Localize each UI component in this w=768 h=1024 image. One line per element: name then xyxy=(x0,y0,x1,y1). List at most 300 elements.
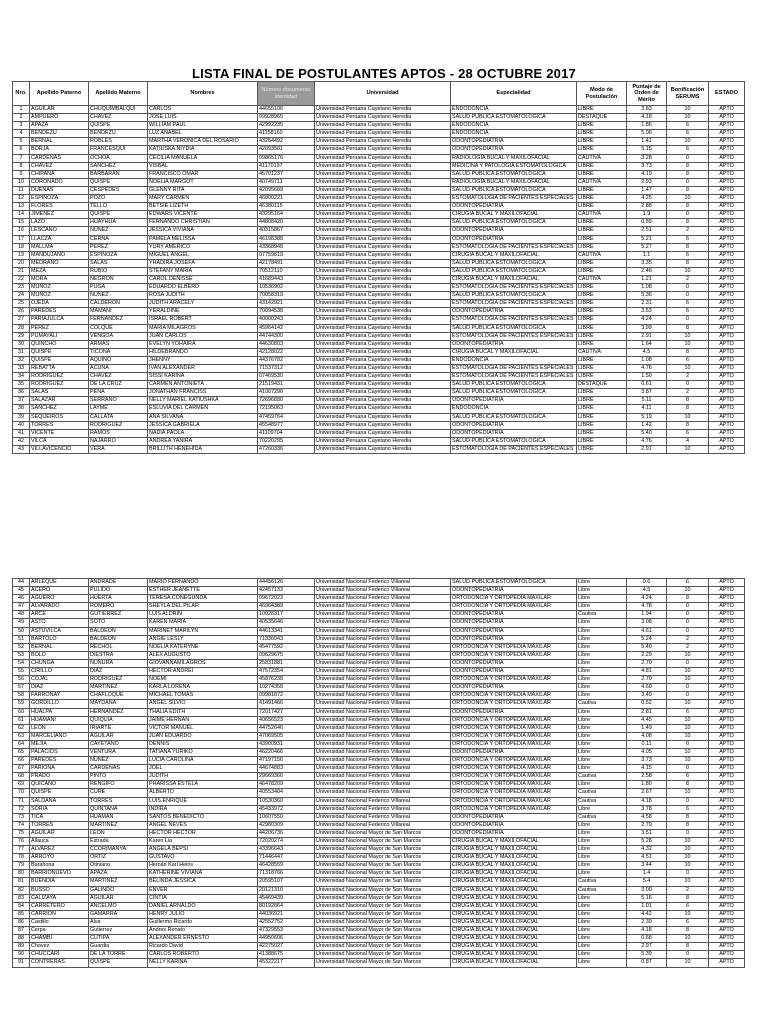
cell-documento: 42980309 xyxy=(258,821,315,829)
cell-modo-postulacion: Libre xyxy=(577,635,627,643)
cell-puntaje: 2.67 xyxy=(627,789,667,797)
cell-especialidad: ORTODONCIA Y ORTOPEDIA MAXILAR xyxy=(451,700,577,708)
cell-nombres: EVELYN YOHAIRA xyxy=(148,340,258,348)
cell-nro: 10 xyxy=(13,178,30,186)
cell-modo-postulacion: CAUTIVA xyxy=(577,178,627,186)
cell-nro: 28 xyxy=(13,324,30,332)
cell-universidad: Universidad Peruana Cayetano Heredia xyxy=(315,106,451,114)
cell-estado: APTO xyxy=(709,886,745,894)
cell-bonificacion-serums: 8 xyxy=(667,219,709,227)
table-row xyxy=(13,421,745,429)
cell-documento: 47572354 xyxy=(258,668,315,676)
cell-especialidad: ODONTOPEDIATRIA xyxy=(451,429,577,437)
cell-estado: APTO xyxy=(709,251,745,259)
cell-nro: 43 xyxy=(13,445,30,453)
cell-especialidad: ODONTOPEDIATRIA xyxy=(451,635,577,643)
table-row xyxy=(13,292,745,300)
cell-puntaje: 4.08 xyxy=(627,732,667,740)
cell-nro: 58 xyxy=(13,692,30,700)
cell-apellido-materno: DE LA CRUZ xyxy=(89,381,148,389)
cell-nombres: ROSA JUDITH xyxy=(148,292,258,300)
cell-estado: APTO xyxy=(709,740,745,748)
cell-modo-postulacion: CAUTIVA xyxy=(577,211,627,219)
cell-puntaje: 4.42 xyxy=(627,910,667,918)
cell-nombres: LUCIA CAROLINA xyxy=(148,757,258,765)
cell-universidad: Universidad Nacional Federico Villareal xyxy=(315,587,451,595)
cell-apellido-paterno: CALIZAYA xyxy=(30,894,89,902)
cell-universidad: Universidad Nacional Mayor de San Marcos xyxy=(315,838,451,846)
cell-modo-postulacion: LIBRE xyxy=(577,292,627,300)
cell-apellido-paterno: ARROYO xyxy=(30,854,89,862)
cell-especialidad: ORTODONCIA Y ORTOPEDIA MAXILAR xyxy=(451,757,577,765)
cell-estado: APTO xyxy=(709,724,745,732)
cell-apellido-paterno: PRADO xyxy=(30,773,89,781)
cell-apellido-paterno: PUMAYALI xyxy=(30,332,89,340)
cell-nombres: CAROL DENISSE xyxy=(148,275,258,283)
cell-documento: 46220466 xyxy=(258,748,315,756)
cell-nombres: ALBERTO xyxy=(148,789,258,797)
cell-modo-postulacion: Libre xyxy=(577,910,627,918)
table-row xyxy=(13,162,745,170)
cell-estado: APTO xyxy=(709,300,745,308)
cell-universidad: Universidad Nacional Mayor de San Marcos xyxy=(315,894,451,902)
cell-apellido-paterno: MEZA xyxy=(30,267,89,275)
cell-bonificacion-serums: 8 xyxy=(667,243,709,251)
cell-documento: 40749711 xyxy=(258,178,315,186)
cell-estado: APTO xyxy=(709,138,745,146)
cell-especialidad: CIRUGIA BUCAL Y MAXILOFACIAL xyxy=(451,878,577,886)
cell-modo-postulacion: LIBRE xyxy=(577,259,627,267)
header-modo-postulacion: Modo de Postulación xyxy=(577,82,627,106)
cell-bonificacion-serums: 10 xyxy=(667,413,709,421)
cell-especialidad: ODONTOPEDIATRIA xyxy=(451,146,577,154)
cell-apellido-paterno: TICA xyxy=(30,813,89,821)
cell-nro: 91 xyxy=(13,959,30,967)
table-row xyxy=(13,716,745,724)
table-row xyxy=(13,146,745,154)
cell-universidad: Universidad Nacional Mayor de San Marcos xyxy=(315,927,451,935)
cell-especialidad: ODONTOPEDIATRIA xyxy=(451,421,577,429)
cell-bonificacion-serums: 10 xyxy=(667,846,709,854)
cell-bonificacion-serums: 6 xyxy=(667,902,709,910)
cell-bonificacion-serums: 10 xyxy=(667,668,709,676)
table-row xyxy=(13,587,745,595)
cell-puntaje: 5.06 xyxy=(627,130,667,138)
cell-apellido-materno: RODRIGUEZ xyxy=(89,421,148,429)
cell-nombres: SISSI KARINA xyxy=(148,373,258,381)
cell-universidad: Universidad Nacional Mayor de San Marcos xyxy=(315,862,451,870)
cell-bonificacion-serums: 6 xyxy=(667,146,709,154)
cell-estado: APTO xyxy=(709,627,745,635)
cell-nro: 49 xyxy=(13,619,30,627)
cell-nro: 65 xyxy=(13,748,30,756)
cell-bonificacion-serums: 6 xyxy=(667,579,709,587)
cell-estado: APTO xyxy=(709,846,745,854)
cell-apellido-paterno: CHIPANA xyxy=(30,170,89,178)
cell-puntaje: 1.64 xyxy=(627,340,667,348)
cell-documento: 10028317 xyxy=(258,611,315,619)
cell-modo-postulacion: LIBRE xyxy=(577,195,627,203)
cell-apellido-materno: PEREZ xyxy=(89,243,148,251)
cell-universidad: Universidad Nacional Federico Villareal xyxy=(315,619,451,627)
table-row xyxy=(13,611,745,619)
cell-especialidad: CIRUGIA BUCAL Y MAXILOFACIAL xyxy=(451,838,577,846)
cell-bonificacion-serums: 6 xyxy=(667,918,709,926)
table-header-row xyxy=(13,82,745,106)
cell-nro: 83 xyxy=(13,894,30,902)
cell-documento: 45701237 xyxy=(258,170,315,178)
cell-universidad: Universidad Nacional Federico Villareal xyxy=(315,579,451,587)
cell-especialidad: CIRUGIA BUCAL Y MAXILOFACIAL xyxy=(451,927,577,935)
cell-puntaje: 4.15 xyxy=(627,765,667,773)
cell-nombres: Hernán Karl Heins xyxy=(148,862,258,870)
cell-nro: 88 xyxy=(13,935,30,943)
cell-nro: 44 xyxy=(13,579,30,587)
cell-nombres: PAMELA MELISSA xyxy=(148,235,258,243)
cell-puntaje: 1.01 xyxy=(627,902,667,910)
cell-bonificacion-serums: 6 xyxy=(667,122,709,130)
cell-documento: 70220295 xyxy=(258,437,315,445)
cell-nombres: JUAN EDUARDO xyxy=(148,732,258,740)
cell-apellido-paterno: Castillo xyxy=(30,918,89,926)
cell-nro: 21 xyxy=(13,267,30,275)
cell-bonificacion-serums: 2 xyxy=(667,275,709,283)
cell-estado: APTO xyxy=(709,243,745,251)
cell-documento: 45964142 xyxy=(258,324,315,332)
table-row xyxy=(13,397,745,405)
cell-modo-postulacion: LIBRE xyxy=(577,162,627,170)
cell-apellido-materno: ESPINOZA xyxy=(89,251,148,259)
cell-puntaje: 4.18 xyxy=(627,114,667,122)
cell-universidad: Universidad Peruana Cayetano Heredia xyxy=(315,227,451,235)
table-row xyxy=(13,373,745,381)
cell-nombres: THALIA EDITH xyxy=(148,708,258,716)
cell-universidad: Universidad Nacional Federico Villareal xyxy=(315,748,451,756)
cell-puntaje: 5.40 xyxy=(627,643,667,651)
cell-nombres: CECILIA MANUELA xyxy=(148,154,258,162)
cell-modo-postulacion: CAUTIVA xyxy=(577,154,627,162)
cell-modo-postulacion: CAUTIVA xyxy=(577,275,627,283)
cell-documento: 10607550 xyxy=(258,813,315,821)
cell-apellido-paterno: BARTOLO xyxy=(30,635,89,643)
cell-puntaje: 2.29 xyxy=(627,651,667,659)
cell-apellido-paterno: SALDAÑA xyxy=(30,797,89,805)
table-row xyxy=(13,405,745,413)
cell-nro: 25 xyxy=(13,300,30,308)
cell-bonificacion-serums: 8 xyxy=(667,162,709,170)
cell-puntaje: 1.08 xyxy=(627,356,667,364)
cell-nro: 30 xyxy=(13,340,30,348)
cell-especialidad: ESTOMATOLOGIA DE PACIENTES ESPECIALES xyxy=(451,373,577,381)
cell-documento: 71446447 xyxy=(258,854,315,862)
cell-puntaje: 1.49 xyxy=(627,724,667,732)
cell-modo-postulacion: Libre xyxy=(577,676,627,684)
cell-puntaje: 2.81 xyxy=(627,708,667,716)
cell-estado: APTO xyxy=(709,935,745,943)
table-row xyxy=(13,619,745,627)
cell-apellido-paterno: TORRES xyxy=(30,421,89,429)
cell-nro: 14 xyxy=(13,211,30,219)
cell-nro: 79 xyxy=(13,862,30,870)
cell-apellido-materno: DIAZ xyxy=(89,668,148,676)
cell-apellido-materno: RENGIFO xyxy=(89,781,148,789)
cell-apellido-paterno: MORA xyxy=(30,275,89,283)
cell-apellido-paterno: HUALPA xyxy=(30,708,89,716)
cell-especialidad: CIRUGIA BUCAL Y MAXILOFACIAL xyxy=(451,854,577,862)
cell-documento: 40553404 xyxy=(258,789,315,797)
cell-documento: 09928965 xyxy=(258,114,315,122)
cell-apellido-paterno: PAREDES xyxy=(30,308,89,316)
cell-documento: 71537312 xyxy=(258,365,315,373)
table-row xyxy=(13,106,745,114)
cell-universidad: Universidad Peruana Cayetano Heredia xyxy=(315,445,451,453)
cell-puntaje: 3.00 xyxy=(627,886,667,894)
table-row xyxy=(13,846,745,854)
cell-especialidad: ESTOMATOLOGIA DE PACIENTES ESPECIALES xyxy=(451,300,577,308)
cell-nombres: ANGELA BEPSI xyxy=(148,846,258,854)
cell-puntaje: 0.52 xyxy=(627,700,667,708)
cell-puntaje: 3.53 xyxy=(627,308,667,316)
cell-apellido-materno: CUTIPA xyxy=(89,935,148,943)
cell-estado: APTO xyxy=(709,186,745,194)
table-row xyxy=(13,773,745,781)
cell-nro: 27 xyxy=(13,316,30,324)
cell-puntaje: 1.50 xyxy=(627,373,667,381)
cell-nro: 39 xyxy=(13,413,30,421)
cell-estado: APTO xyxy=(709,651,745,659)
cell-apellido-paterno: CIRILLO xyxy=(30,668,89,676)
cell-apellido-paterno: ALVARADO xyxy=(30,603,89,611)
cell-universidad: Universidad Peruana Cayetano Heredia xyxy=(315,332,451,340)
cell-apellido-paterno: DUEÑAS xyxy=(30,186,89,194)
table-row xyxy=(13,781,745,789)
table-row xyxy=(13,308,745,316)
cell-estado: APTO xyxy=(709,170,745,178)
cell-estado: APTO xyxy=(709,259,745,267)
cell-puntaje: 2.88 xyxy=(627,203,667,211)
cell-estado: APTO xyxy=(709,902,745,910)
cell-bonificacion-serums: 10 xyxy=(667,195,709,203)
cell-documento: 45433972 xyxy=(258,805,315,813)
cell-modo-postulacion: Libre xyxy=(577,846,627,854)
cell-apellido-paterno: GORDILLO xyxy=(30,700,89,708)
table-row xyxy=(13,870,745,878)
cell-especialidad: ODONTOPEDIATRIA xyxy=(451,668,577,676)
cell-apellido-paterno: ESPINOZA xyxy=(30,195,89,203)
cell-documento: 47260336 xyxy=(258,445,315,453)
cell-puntaje: 2.31 xyxy=(627,300,667,308)
cell-estado: APTO xyxy=(709,748,745,756)
page-title: LISTA FINAL DE POSTULANTES APTOS - 28 OCTUBRE 2017 xyxy=(192,66,576,81)
cell-nro: 78 xyxy=(13,854,30,862)
cell-especialidad: SALUD PUBLICA ESTOMATOLOGICA xyxy=(451,219,577,227)
cell-apellido-materno: COLQUE xyxy=(89,324,148,332)
cell-puntaje: 5.24 xyxy=(627,635,667,643)
table-row xyxy=(13,708,745,716)
cell-puntaje: 2.91 xyxy=(627,332,667,340)
cell-bonificacion-serums: 10 xyxy=(667,651,709,659)
cell-documento: 72696880 xyxy=(258,397,315,405)
cell-bonificacion-serums: 0 xyxy=(667,381,709,389)
cell-documento: 40656523 xyxy=(258,716,315,724)
cell-puntaje: 4.18 xyxy=(627,797,667,805)
cell-universidad: Universidad Nacional Federico Villareal xyxy=(315,805,451,813)
header-puntaje: Puntaje de Orden de Mérito xyxy=(627,82,667,106)
cell-apellido-materno: QUISPE xyxy=(89,211,148,219)
cell-documento: 70094538 xyxy=(258,308,315,316)
cell-modo-postulacion: Libre xyxy=(577,943,627,951)
cell-especialidad: ORTODONCIA Y ORTOPEDIA MAXILAR xyxy=(451,805,577,813)
cell-nro: 64 xyxy=(13,740,30,748)
cell-nro: 86 xyxy=(13,918,30,926)
cell-apellido-paterno: BARRIONUEVO xyxy=(30,870,89,878)
cell-apellido-materno: BALDEON xyxy=(89,627,148,635)
cell-nro: 1 xyxy=(13,106,30,114)
cell-estado: APTO xyxy=(709,789,745,797)
cell-documento: 46198388 xyxy=(258,235,315,243)
cell-apellido-paterno: CARDENAS xyxy=(30,154,89,162)
cell-modo-postulacion: LIBRE xyxy=(577,445,627,453)
cell-nombres: ANGEL SILVIO xyxy=(148,700,258,708)
cell-apellido-paterno: BORJA xyxy=(30,146,89,154)
cell-modo-postulacion: LIBRE xyxy=(577,122,627,130)
cell-bonificacion-serums: 10 xyxy=(667,267,709,275)
cell-bonificacion-serums: 8 xyxy=(667,397,709,405)
cell-nro: 70 xyxy=(13,789,30,797)
cell-nro: 32 xyxy=(13,356,30,364)
cell-nro: 37 xyxy=(13,397,30,405)
cell-nombres: LUIS ALDRIN xyxy=(148,611,258,619)
cell-bonificacion-serums: 8 xyxy=(667,324,709,332)
cell-puntaje: 4.60 xyxy=(627,684,667,692)
cell-documento: 45876238 xyxy=(258,676,315,684)
cell-estado: APTO xyxy=(709,943,745,951)
cell-especialidad: ORTODONCIA Y ORTOPEDIA MAXILAR xyxy=(451,724,577,732)
cell-nro: 77 xyxy=(13,846,30,854)
cell-nombres: NELLY MARIEL KATIUSHKA xyxy=(148,397,258,405)
cell-especialidad: CIRUGIA BUCAL Y MAXILOFACIAL xyxy=(451,943,577,951)
cell-especialidad: ESTOMATOLOGIA DE PACIENTES ESPECIALES xyxy=(451,445,577,453)
cell-nombres: JAIME HERNAN xyxy=(148,716,258,724)
cell-apellido-materno: SOTO xyxy=(89,619,148,627)
cell-nombres: BELINDA JESSICA xyxy=(148,878,258,886)
cell-nombres: MICHAEL TOMAS xyxy=(148,692,258,700)
cell-estado: APTO xyxy=(709,429,745,437)
cell-apellido-paterno: RODRIGUEZ xyxy=(30,381,89,389)
cell-apellido-materno: ROMERO xyxy=(89,603,148,611)
cell-apellido-materno: ROBLES xyxy=(89,138,148,146)
cell-universidad: Universidad Peruana Cayetano Heredia xyxy=(315,170,451,178)
cell-universidad: Universidad Nacional Mayor de San Marcos xyxy=(315,846,451,854)
cell-nro: 33 xyxy=(13,365,30,373)
cell-estado: APTO xyxy=(709,765,745,773)
cell-nombres: ALEX AUGUSTO xyxy=(148,651,258,659)
cell-especialidad: CIRUGIA BUCAL Y MAXILOFACIAL xyxy=(451,910,577,918)
cell-documento: 20121310 xyxy=(258,886,315,894)
cell-universidad: Universidad Peruana Cayetano Heredia xyxy=(315,308,451,316)
cell-universidad: Universidad Nacional Mayor de San Marcos xyxy=(315,870,451,878)
cell-modo-postulacion: Libre xyxy=(577,659,627,667)
cell-apellido-paterno: CONTRERAS xyxy=(30,959,89,967)
table-row xyxy=(13,732,745,740)
cell-puntaje: 5.15 xyxy=(627,146,667,154)
cell-estado: APTO xyxy=(709,324,745,332)
cell-bonificacion-serums: 2 xyxy=(667,389,709,397)
cell-apellido-paterno: CHUCCARI xyxy=(30,951,89,959)
cell-estado: APTO xyxy=(709,389,745,397)
cell-especialidad: SALUD PUBLICA ESTOMATOLOGICA xyxy=(451,259,577,267)
cell-apellido-materno: DE LA TORRE xyxy=(89,951,148,959)
cell-modo-postulacion: LIBRE xyxy=(577,413,627,421)
cell-nro: 4 xyxy=(13,130,30,138)
cell-apellido-paterno: ASTUVILCA xyxy=(30,627,89,635)
cell-nro: 74 xyxy=(13,821,30,829)
cell-apellido-paterno: HUAMANI xyxy=(30,716,89,724)
cell-especialidad: RADIOLOGIA BUCAL Y MAXILOFACIAL xyxy=(451,178,577,186)
cell-nombres: ALEXANDER ERNESTO xyxy=(148,935,258,943)
cell-documento: 42093501 xyxy=(258,146,315,154)
cell-apellido-materno: MARTINEZ xyxy=(89,684,148,692)
cell-documento: 45469439 xyxy=(258,894,315,902)
cell-documento: 41007290 xyxy=(258,389,315,397)
cell-universidad: Universidad Peruana Cayetano Heredia xyxy=(315,292,451,300)
cell-apellido-materno: QUISPE xyxy=(89,178,148,186)
cell-universidad: Universidad Nacional Mayor de San Marcos xyxy=(315,910,451,918)
table-row xyxy=(13,886,745,894)
cell-apellido-paterno: ARCE xyxy=(30,611,89,619)
cell-especialidad: CIRUGIA BUCAL Y MAXILOFACIAL xyxy=(451,211,577,219)
cell-apellido-paterno: BUENDIA xyxy=(30,878,89,886)
cell-estado: APTO xyxy=(709,781,745,789)
cell-modo-postulacion: Libre xyxy=(577,781,627,789)
cell-puntaje: 5.36 xyxy=(627,292,667,300)
cell-documento: 44744300 xyxy=(258,332,315,340)
cell-nombres: NELLY KARINA xyxy=(148,959,258,967)
cell-universidad: Universidad Nacional Federico Villareal xyxy=(315,773,451,781)
cell-modo-postulacion: Libre xyxy=(577,643,627,651)
cell-especialidad: ESTOMATOLOGIA DE PACIENTES ESPECIALES xyxy=(451,195,577,203)
cell-puntaje: 0.6 xyxy=(627,579,667,587)
cell-especialidad: ODONTOPEDIATRIA xyxy=(451,138,577,146)
cell-documento: 44655106 xyxy=(258,106,315,114)
cell-especialidad: SALUD PUBLICA ESTOMATOLOGICA xyxy=(451,437,577,445)
cell-nro: 22 xyxy=(13,275,30,283)
cell-bonificacion-serums: 10 xyxy=(667,757,709,765)
cell-documento: 43396643 xyxy=(258,846,315,854)
cell-especialidad: CIRUGIA BUCAL Y MAXILOFACIAL xyxy=(451,275,577,283)
cell-universidad: Universidad Nacional Federico Villareal xyxy=(315,797,451,805)
cell-bonificacion-serums: 4 xyxy=(667,437,709,445)
cell-apellido-materno: GAMARRA xyxy=(89,910,148,918)
cell-estado: APTO xyxy=(709,643,745,651)
table-row xyxy=(13,813,745,821)
cell-estado: APTO xyxy=(709,397,745,405)
cell-bonificacion-serums: 2 xyxy=(667,227,709,235)
cell-estado: APTO xyxy=(709,114,745,122)
table-row xyxy=(13,757,745,765)
cell-apellido-paterno: Chavez xyxy=(30,943,89,951)
cell-apellido-materno: CARDENAS xyxy=(89,765,148,773)
cell-nombres: EDWARS VICENTE xyxy=(148,211,258,219)
cell-apellido-paterno: VILLAVICENCIO xyxy=(30,445,89,453)
cell-bonificacion-serums: 0 xyxy=(667,740,709,748)
table-row xyxy=(13,445,745,453)
cell-puntaje: 2.46 xyxy=(627,267,667,275)
cell-modo-postulacion: Libre xyxy=(577,619,627,627)
cell-puntaje: 1.9 xyxy=(627,211,667,219)
cell-nro: 7 xyxy=(13,154,30,162)
cell-modo-postulacion: Libre xyxy=(577,740,627,748)
